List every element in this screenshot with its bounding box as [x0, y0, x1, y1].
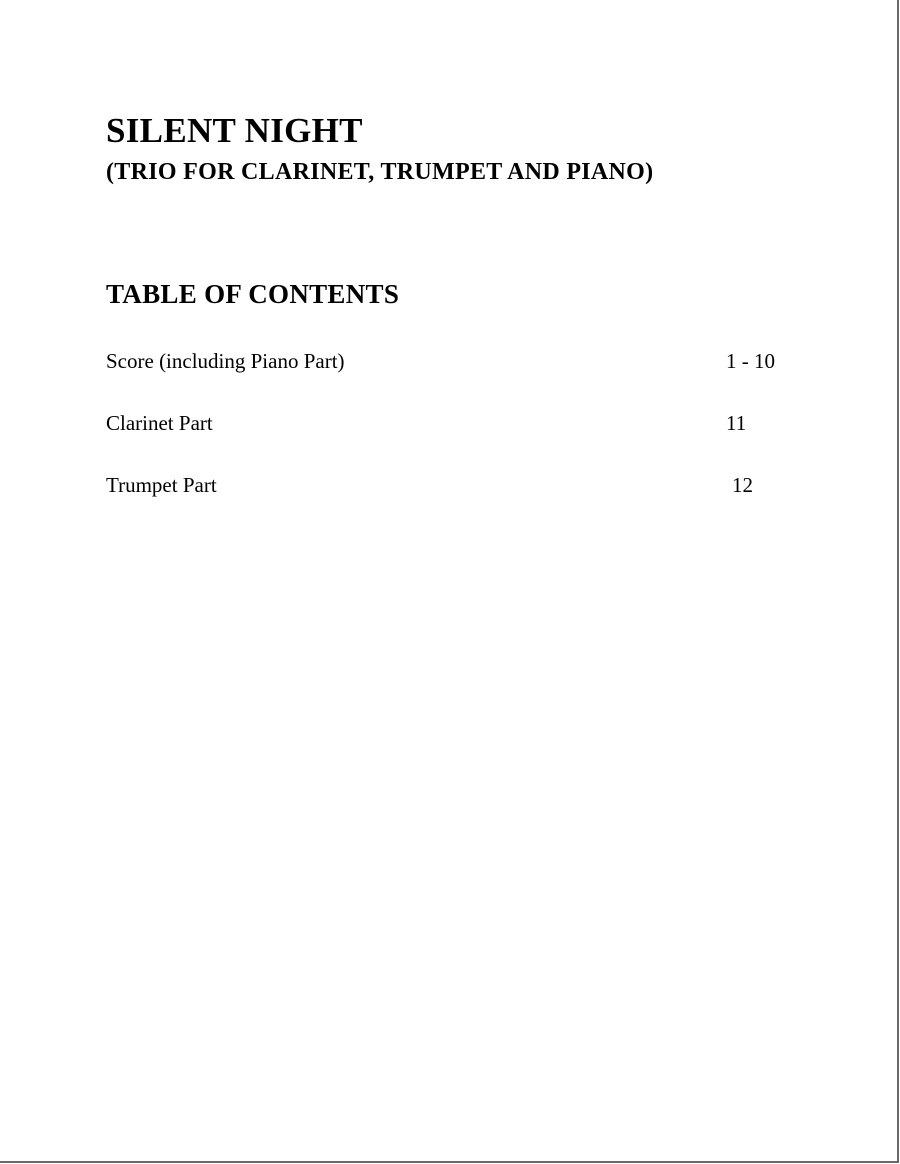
toc-entry-page: 12: [732, 473, 753, 497]
toc-entry-label: Trumpet Part: [106, 473, 217, 497]
toc-entry-label: Clarinet Part: [106, 411, 213, 435]
document-subtitle: (TRIO FOR CLARINET, TRUMPET AND PIANO): [106, 159, 654, 185]
toc-entry-clarinet: [106, 408, 806, 438]
toc-entry-label: Score (including Piano Part): [106, 349, 345, 373]
document-title: SILENT NIGHT: [106, 111, 363, 150]
toc-heading: TABLE OF CONTENTS: [106, 279, 400, 309]
toc-entry-score: [106, 346, 806, 376]
toc-entry-page: 11: [726, 411, 747, 435]
toc-entry-trumpet: [106, 470, 806, 500]
toc-entry-page: 1 - 10: [726, 349, 775, 373]
